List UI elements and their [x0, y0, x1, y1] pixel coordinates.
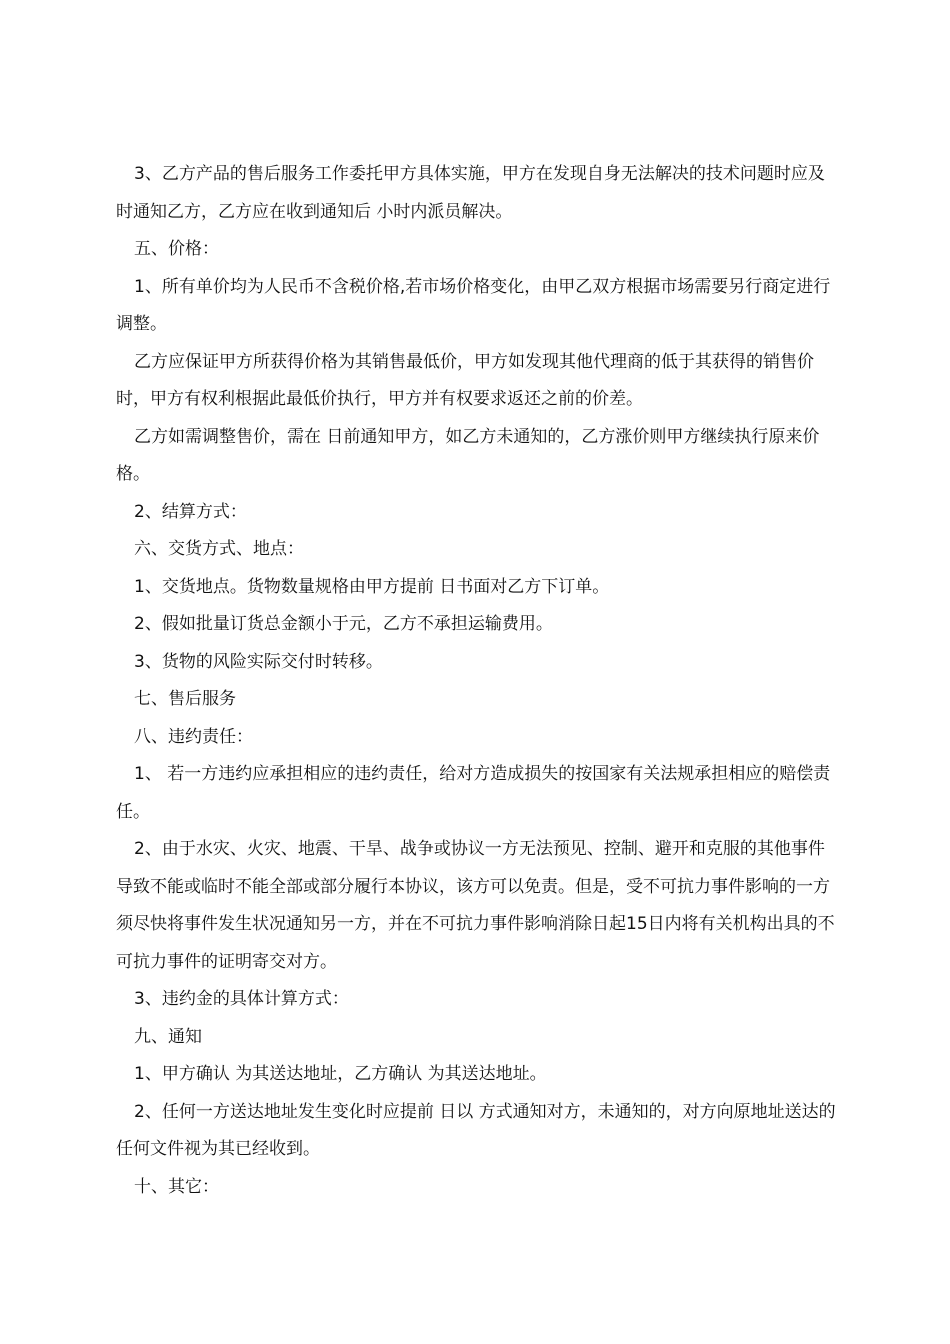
paragraph-liability-clause-1: 1、 若一方违约应承担相应的违约责任，给对方造成损失的按国家有关法规承担相应的赔偿责任。 [116, 764, 831, 822]
heading-other: 十、其它： [134, 1176, 219, 1197]
heading-price: 五、价格： [134, 239, 219, 259]
paragraph-price-clause-1: 1、所有单价均为人民币不含税价格,若市场价格变化，由甲乙双方根据市场需要另行商定进行调整。 [116, 276, 831, 334]
heading-after-sales: 七、售后服务 [134, 689, 236, 709]
paragraph-lowest-price: 乙方应保证甲方所获得价格为其销售最低价，甲方如发现其他代理商的低于其获得的销售价时，甲方有权利根据此最低价执行，甲方并有权要求返还之前的价差。 [116, 351, 814, 409]
paragraph-delivery-clause-1: 1、交货地点。货物数量规格由甲方提前 日书面对乙方下订单。 [134, 576, 610, 597]
paragraph-settlement: 2、结算方式： [134, 501, 247, 522]
heading-liability: 八、违约责任： [134, 726, 253, 747]
paragraph-delivery-clause-3: 3、货物的风险实际交付时转移。 [134, 651, 383, 672]
paragraph-notice-clause-1: 1、甲方确认 为其送达地址，乙方确认 为其送达地址。 [134, 1064, 547, 1084]
heading-delivery: 六、交货方式、地点： [134, 539, 304, 559]
paragraph-after-sales-clause-3: 3、乙方产品的售后服务工作委托甲方具体实施，甲方在发现自身无法解决的技术问题时应及时通知乙方，乙方应在收到通知后 小时内派员解决。 [116, 164, 825, 222]
paragraph-force-majeure: 2、由于水灾、火灾、地震、干旱、战争或协议一方无法预见、控制、避开和克服的其他事件导致不能或临时不能全部或部分履行本协议，该方可以免责。但是，受不可抗力事件影响的一方须尽快将事件发生状况通知另一方，并在不可抗力事件影响消除日起15日内将有关机构出具的不可抗力事件的证明寄交对方。 [116, 839, 835, 972]
paragraph-delivery-clause-2: 2、假如批量订货总金额小于元，乙方不承担运输费用。 [134, 614, 553, 634]
document-body [116, 156, 836, 1206]
paragraph-notice-clause-2: 2、任何一方送达地址发生变化时应提前 日以 方式通知对方，未通知的，对方向原地址送达的任何文件视为其已经收到。 [116, 1101, 836, 1159]
paragraph-penalty-calculation: 3、违约金的具体计算方式： [134, 989, 349, 1009]
heading-notice: 九、通知 [134, 1026, 202, 1047]
paragraph-price-adjustment: 乙方如需调整售价，需在 日前通知甲方，如乙方未通知的，乙方涨价则甲方继续执行原来价格。 [116, 426, 820, 484]
